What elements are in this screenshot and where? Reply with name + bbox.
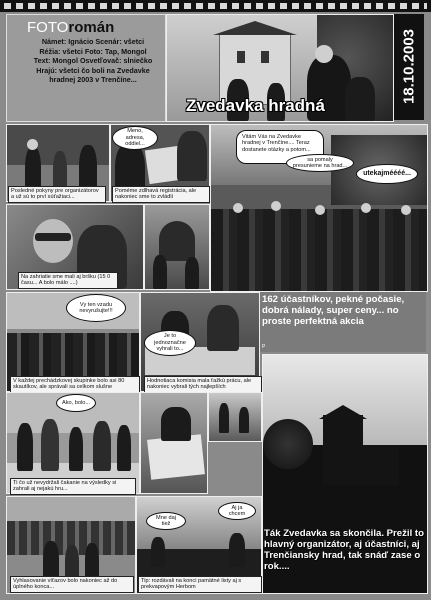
bubble-welcome: Vitám Vás na Zvedavke hradnej v Trenčíne.... Teraz dostanete otázky a potom... — [236, 130, 324, 164]
bubble-move-to-castle: sa pomaly presunieme na hrad... — [286, 154, 354, 172]
caption-2: Poméme zdlhavá registrácia, ale nakoniec sme to zvládli — [112, 186, 210, 203]
bubble-run: utekajméééé... — [356, 164, 418, 184]
bubble-jury: Je to jednoznačne vyhrali to... — [144, 330, 196, 356]
credits-line-4: Hrajú: všetci čo boli na Zvedavke — [36, 65, 150, 75]
highlight-text: 162 účastníkov, pekné počasie, dobrá nálady, super ceny... no proste perfektná akcia — [262, 294, 405, 327]
bubble-me-too: Mne daj tiež — [146, 512, 186, 530]
caption-7: Vyhlasovanie víťazov bolo nakoniec až do úplného konca... — [10, 576, 134, 593]
caption-3: Na zahriatie sme mali aj bršku (15 0 času... A bolo málo ....) — [18, 272, 118, 289]
bubble-i-want: Aj ja chcem — [218, 502, 256, 520]
bubble-game: Ako, bolo... — [56, 394, 96, 412]
date-label — [394, 14, 424, 120]
logo — [27, 19, 114, 36]
credits-line-3: Text: Mongol Osvetľovač: slniečko — [33, 56, 153, 66]
page-title: Zvedavka hradná — [186, 96, 325, 115]
date-text: 18.10.2003 — [400, 28, 418, 105]
caption-8: Tip: rozdávali na konci pamätné listy aj s prekvapovým Herbom — [138, 576, 262, 593]
highlight-panel — [260, 292, 426, 352]
photo-finish — [208, 392, 262, 442]
caption-4: V každej prechádzkovej skupinke bolo asi 80 skautíkov, ale správali sa celkom slušne — [10, 376, 140, 393]
bubble-registration: Meno, adresa, oddiel... — [112, 126, 158, 150]
photo-sign — [140, 392, 208, 494]
photo-castle-walls — [144, 204, 210, 290]
credits-line-2: Réžia: všetci Foto: Tap, Mongol — [39, 46, 147, 56]
caption-6: Ti čo už nevydržali čakanie na výsledky si zahrali aj nejakú hru... — [10, 478, 136, 495]
bubble-quiet: Vy ten vzadu nevyrušujte!!! — [66, 294, 126, 322]
credits-line-5: hradnej 2003 v Trenčíne... — [49, 75, 137, 85]
logo-roman: román — [68, 19, 115, 36]
caption-5: Hodnotiaca komisia mala ťažkú prácu, ale nakoniec vybrali tých najlepších — [144, 376, 262, 393]
highlight-sub: P — [262, 344, 266, 350]
film-strip-top — [0, 0, 431, 12]
logo-foto: FOTO — [27, 19, 69, 36]
caption-1: Posledné pokyny pre organizátorov a už sú to prví súťažiaci... — [8, 186, 106, 203]
credits-panel — [6, 14, 166, 122]
ending-text: Ták Zvedavka sa skončila. Prežil to hlavný organizátor, aj účastníci, aj Trenčiansky hrad, tak snáď zase o rok.... — [264, 528, 424, 572]
castle-silhouette — [323, 415, 363, 485]
credits-line-1: Námet: Ignácio Scenár: všetci — [41, 37, 145, 46]
